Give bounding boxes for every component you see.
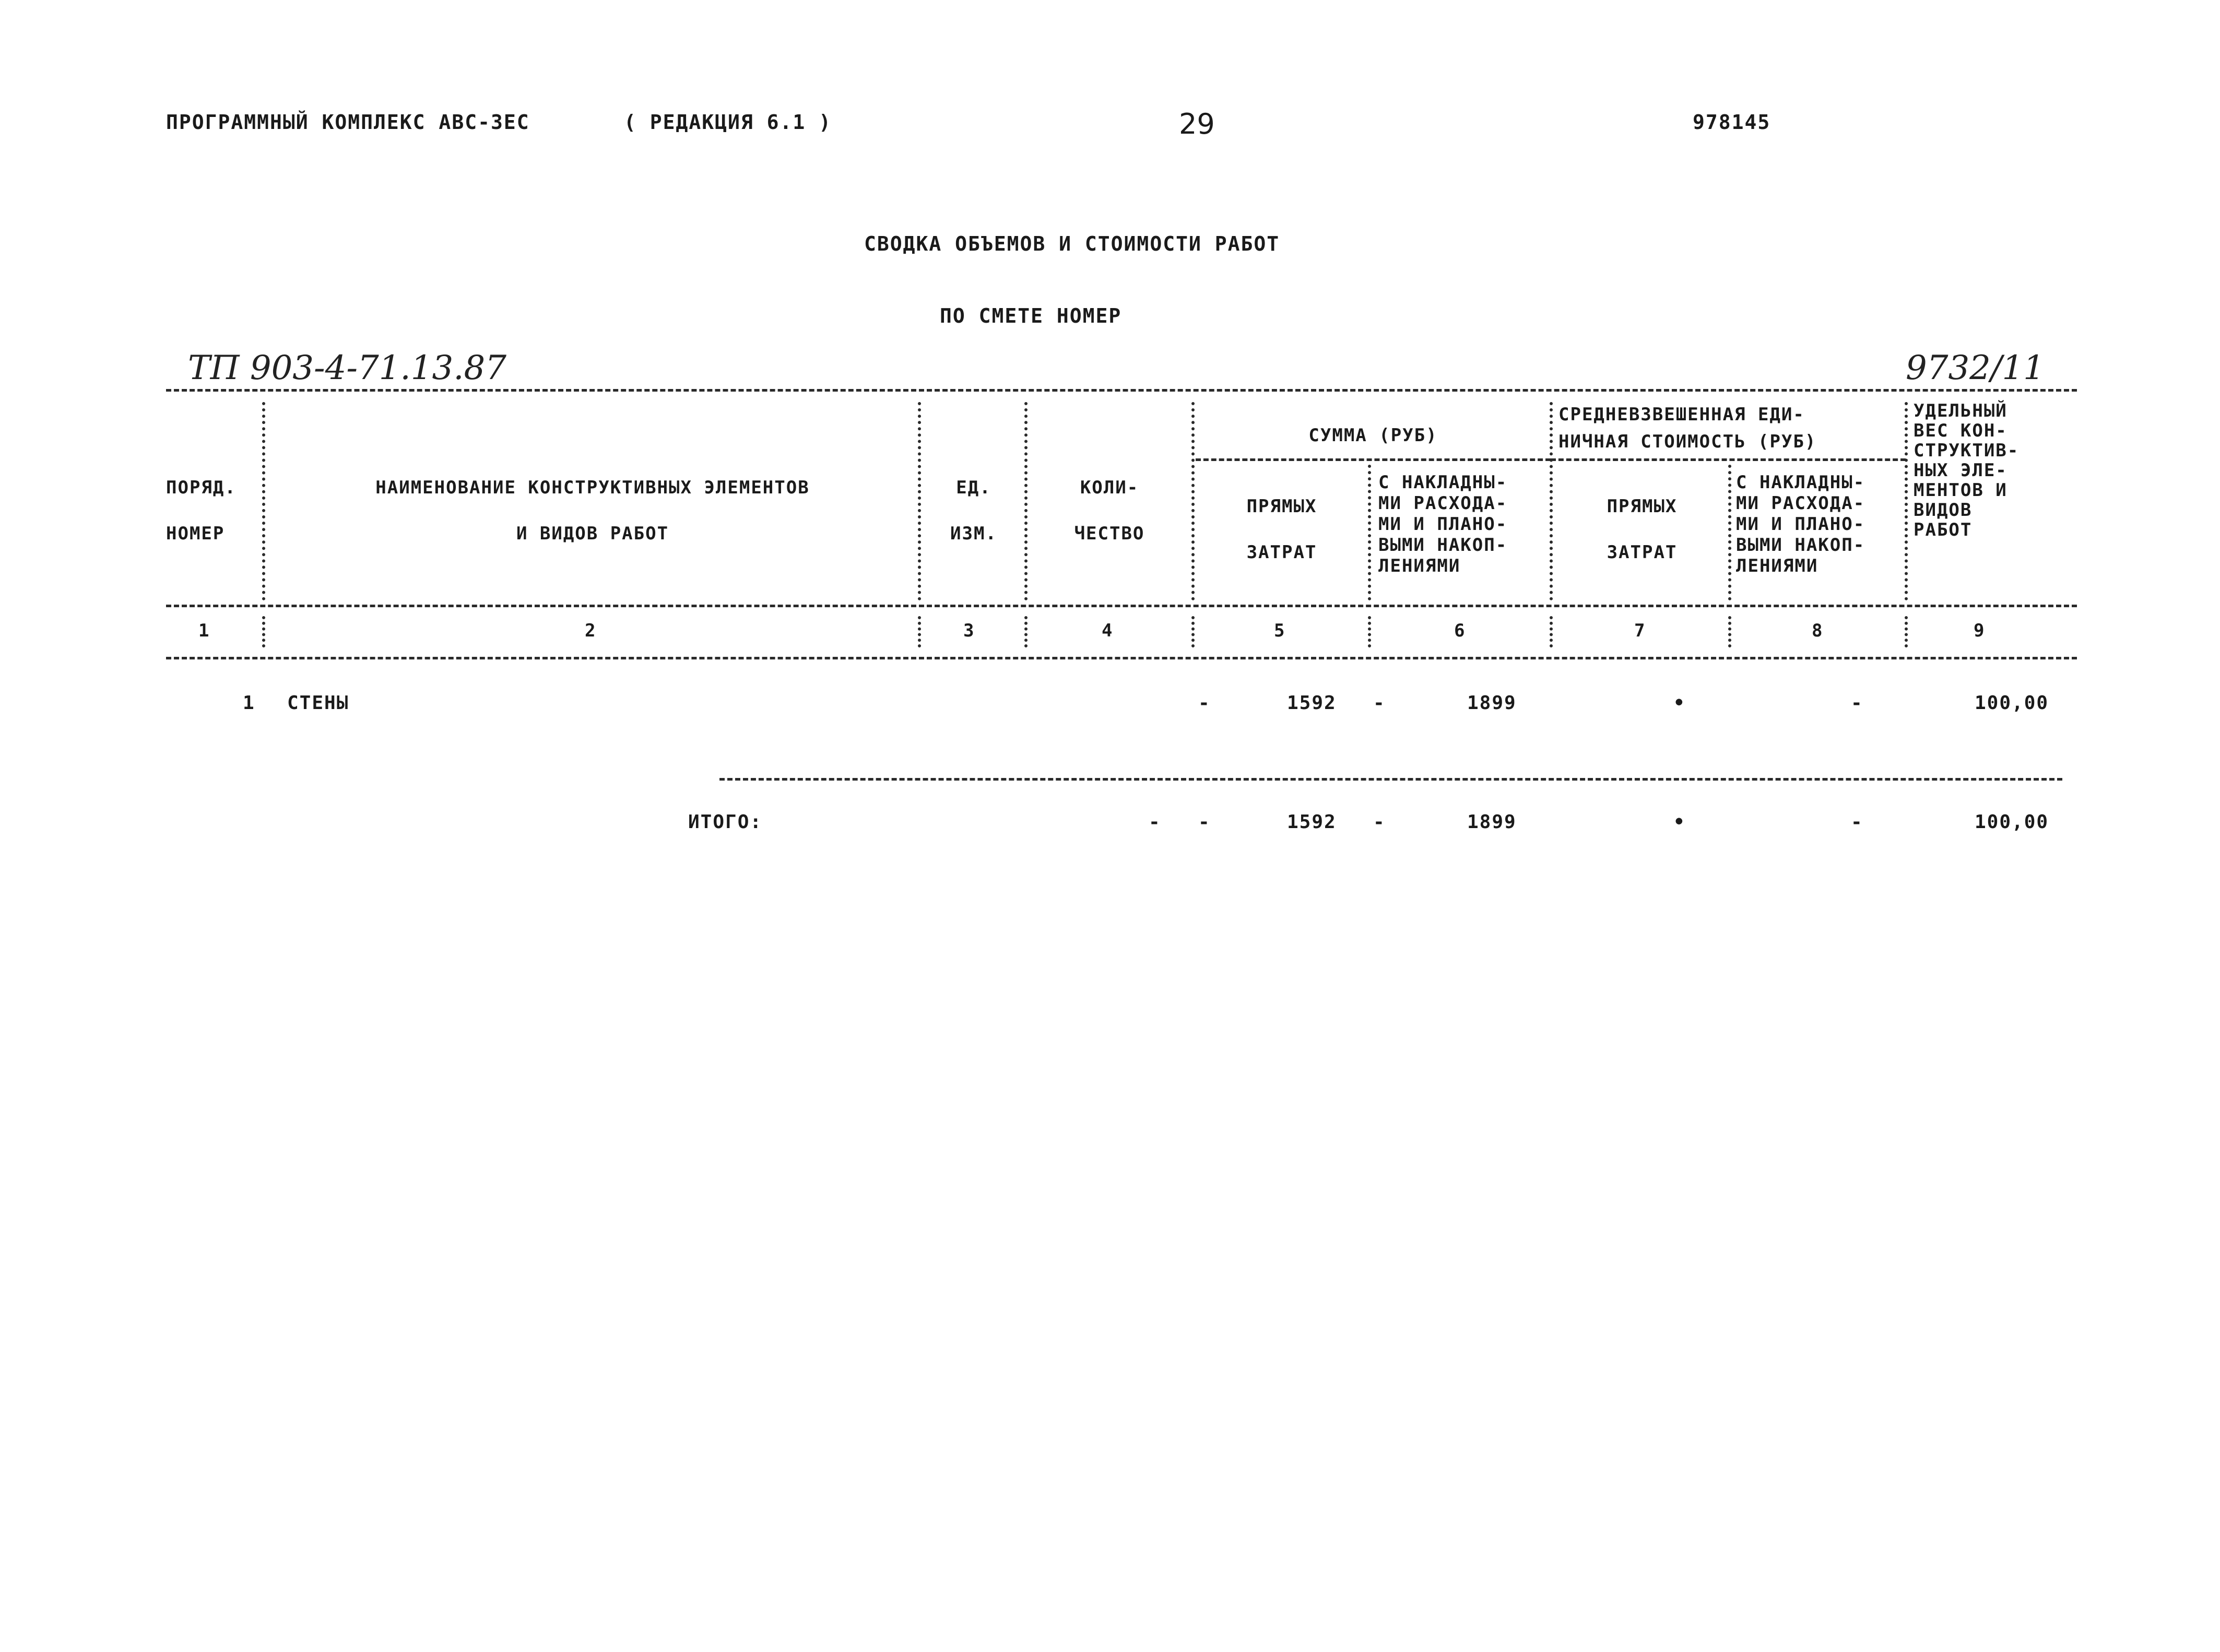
report-subtitle: ПО СМЕТЕ НОМЕР — [940, 304, 1122, 327]
column-number: 6 — [1454, 620, 1465, 641]
header-line: СТРУКТИВ- — [1914, 440, 2020, 461]
total-separator: - — [1373, 811, 1386, 833]
col-separator — [1728, 465, 1731, 600]
col-separator — [1550, 402, 1553, 600]
col-header-avg-overhead — [1736, 472, 1865, 576]
total-rule — [719, 778, 2062, 781]
total-label: ИТОГО: — [688, 811, 763, 833]
header-line: И ВИДОВ РАБОТ — [516, 523, 669, 544]
col-separator — [1728, 616, 1731, 647]
header-line: ПОРЯД. — [166, 477, 237, 498]
col-header-avg-direct — [1558, 493, 1726, 566]
col-separator — [918, 402, 921, 600]
column-number: 2 — [585, 620, 596, 641]
col-separator — [1905, 616, 1908, 647]
header-line: С НАКЛАДНЫ- — [1378, 472, 1508, 493]
total-overhead-sum: 1899 — [1467, 811, 1517, 833]
row-share: 100,00 — [1975, 692, 2049, 714]
header-line: МИ РАСХОДА- — [1736, 493, 1865, 514]
program-name: ПРОГРАММНЫЙ КОМПЛЕКС АВС-ЗЕС — [166, 111, 530, 134]
header-line: НЫХ ЭЛЕ- — [1914, 460, 2008, 481]
header-line: МИ И ПЛАНО- — [1378, 514, 1508, 535]
header-line: СРЕДНЕВЗВЕШЕННАЯ ЕДИ- — [1558, 404, 1805, 425]
total-direct-sum: 1592 — [1287, 811, 1337, 833]
row-overhead-sum: 1899 — [1467, 692, 1517, 714]
col-header-share — [1914, 401, 2019, 540]
document-code: 978145 — [1693, 111, 1771, 134]
header-line: МИ РАСХОДА- — [1378, 493, 1508, 514]
header-line: ЧЕСТВО — [1074, 523, 1145, 544]
header-line: ВЫМИ НАКОП- — [1736, 535, 1865, 556]
col-header-order-number — [166, 474, 237, 547]
header-line: ИЗМ. — [950, 523, 997, 544]
header-line: ПРЯМЫХ — [1246, 496, 1317, 517]
column-number: 3 — [963, 620, 974, 641]
header-line: ЗАТРАТ — [1246, 542, 1317, 563]
column-number: 8 — [1812, 620, 1823, 641]
col-header-name — [271, 474, 914, 547]
total-avg-overhead: - — [1851, 811, 1863, 833]
handwritten-sheet-number: 9732/11 — [1906, 349, 2045, 387]
header-line: УДЕЛЬНЫЙ — [1914, 400, 2008, 421]
report-title: СВОДКА ОБЪЕМОВ И СТОИМОСТИ РАБОТ — [864, 232, 1280, 255]
col-header-sum-direct — [1198, 493, 1365, 566]
row-separator: - — [1373, 692, 1386, 714]
row-name: СТЕНЫ — [287, 692, 349, 714]
col-separator — [262, 616, 265, 647]
header-line: НИЧНАЯ СТОИМОСТЬ (РУБ) — [1558, 431, 1817, 452]
header-line: НОМЕР — [166, 523, 225, 544]
col-header-weighted-avg-group — [1558, 401, 1816, 455]
avg-group-rule — [1551, 458, 1906, 461]
header-line: ВИДОВ — [1914, 500, 1973, 521]
col-separator — [1368, 465, 1371, 600]
header-line: ПРЯМЫХ — [1607, 496, 1678, 517]
header-line: МЕНТОВ И — [1914, 480, 2008, 501]
row-number: 1 — [243, 692, 255, 714]
header-line: КОЛИ- — [1080, 477, 1139, 498]
col-separator — [262, 402, 265, 600]
page-number: 29 — [1179, 108, 1215, 140]
total-quantity: - — [1198, 811, 1211, 833]
col-separator — [1905, 402, 1908, 600]
header-line: МИ И ПЛАНО- — [1736, 514, 1865, 535]
header-line: НАИМЕНОВАНИЕ КОНСТРУКТИВНЫХ ЭЛЕМЕНТОВ — [375, 477, 810, 498]
col-separator — [1191, 616, 1195, 647]
col-separator — [1550, 616, 1553, 647]
col-separator — [1024, 616, 1028, 647]
table-top-rule — [166, 389, 2077, 392]
total-avg-direct: • — [1673, 811, 1686, 833]
row-quantity: - — [1198, 692, 1211, 714]
handwritten-project-number: ТП 903-4-71.13.87 — [188, 349, 506, 387]
column-number: 4 — [1102, 620, 1113, 641]
header-line: ВЕС КОН- — [1914, 420, 2008, 441]
col-header-sum-group: СУММА (РУБ) — [1308, 425, 1438, 446]
header-line: ЛЕНИЯМИ — [1378, 556, 1461, 576]
column-number: 5 — [1274, 620, 1285, 641]
column-number: 1 — [198, 620, 209, 641]
header-line: РАБОТ — [1914, 520, 1973, 540]
row-avg-overhead: - — [1851, 692, 1863, 714]
col-header-unit — [927, 474, 1021, 547]
row-avg-direct: • — [1673, 692, 1686, 714]
total-share: 100,00 — [1975, 811, 2049, 833]
column-number: 7 — [1634, 620, 1645, 641]
header-line: ЛЕНИЯМИ — [1736, 556, 1818, 576]
sum-group-rule — [1196, 458, 1551, 461]
col-separator — [1024, 402, 1028, 600]
header-line: ЕД. — [956, 477, 991, 498]
col-separator — [1368, 616, 1371, 647]
col-separator — [1191, 402, 1195, 600]
header-line: ЗАТРАТ — [1607, 542, 1678, 563]
header-line: С НАКЛАДНЫ- — [1736, 472, 1865, 493]
header-bottom-rule — [166, 605, 2077, 607]
edition-label: ( РЕДАКЦИЯ 6.1 ) — [624, 111, 832, 134]
col-header-quantity — [1031, 474, 1188, 547]
column-numbers-rule — [166, 657, 2077, 659]
column-number: 9 — [1974, 620, 1985, 641]
row-direct-sum: 1592 — [1287, 692, 1337, 714]
col-separator — [918, 616, 921, 647]
col-header-sum-overhead — [1378, 472, 1507, 576]
total-unit: - — [1149, 811, 1161, 833]
header-line: ВЫМИ НАКОП- — [1378, 535, 1508, 556]
